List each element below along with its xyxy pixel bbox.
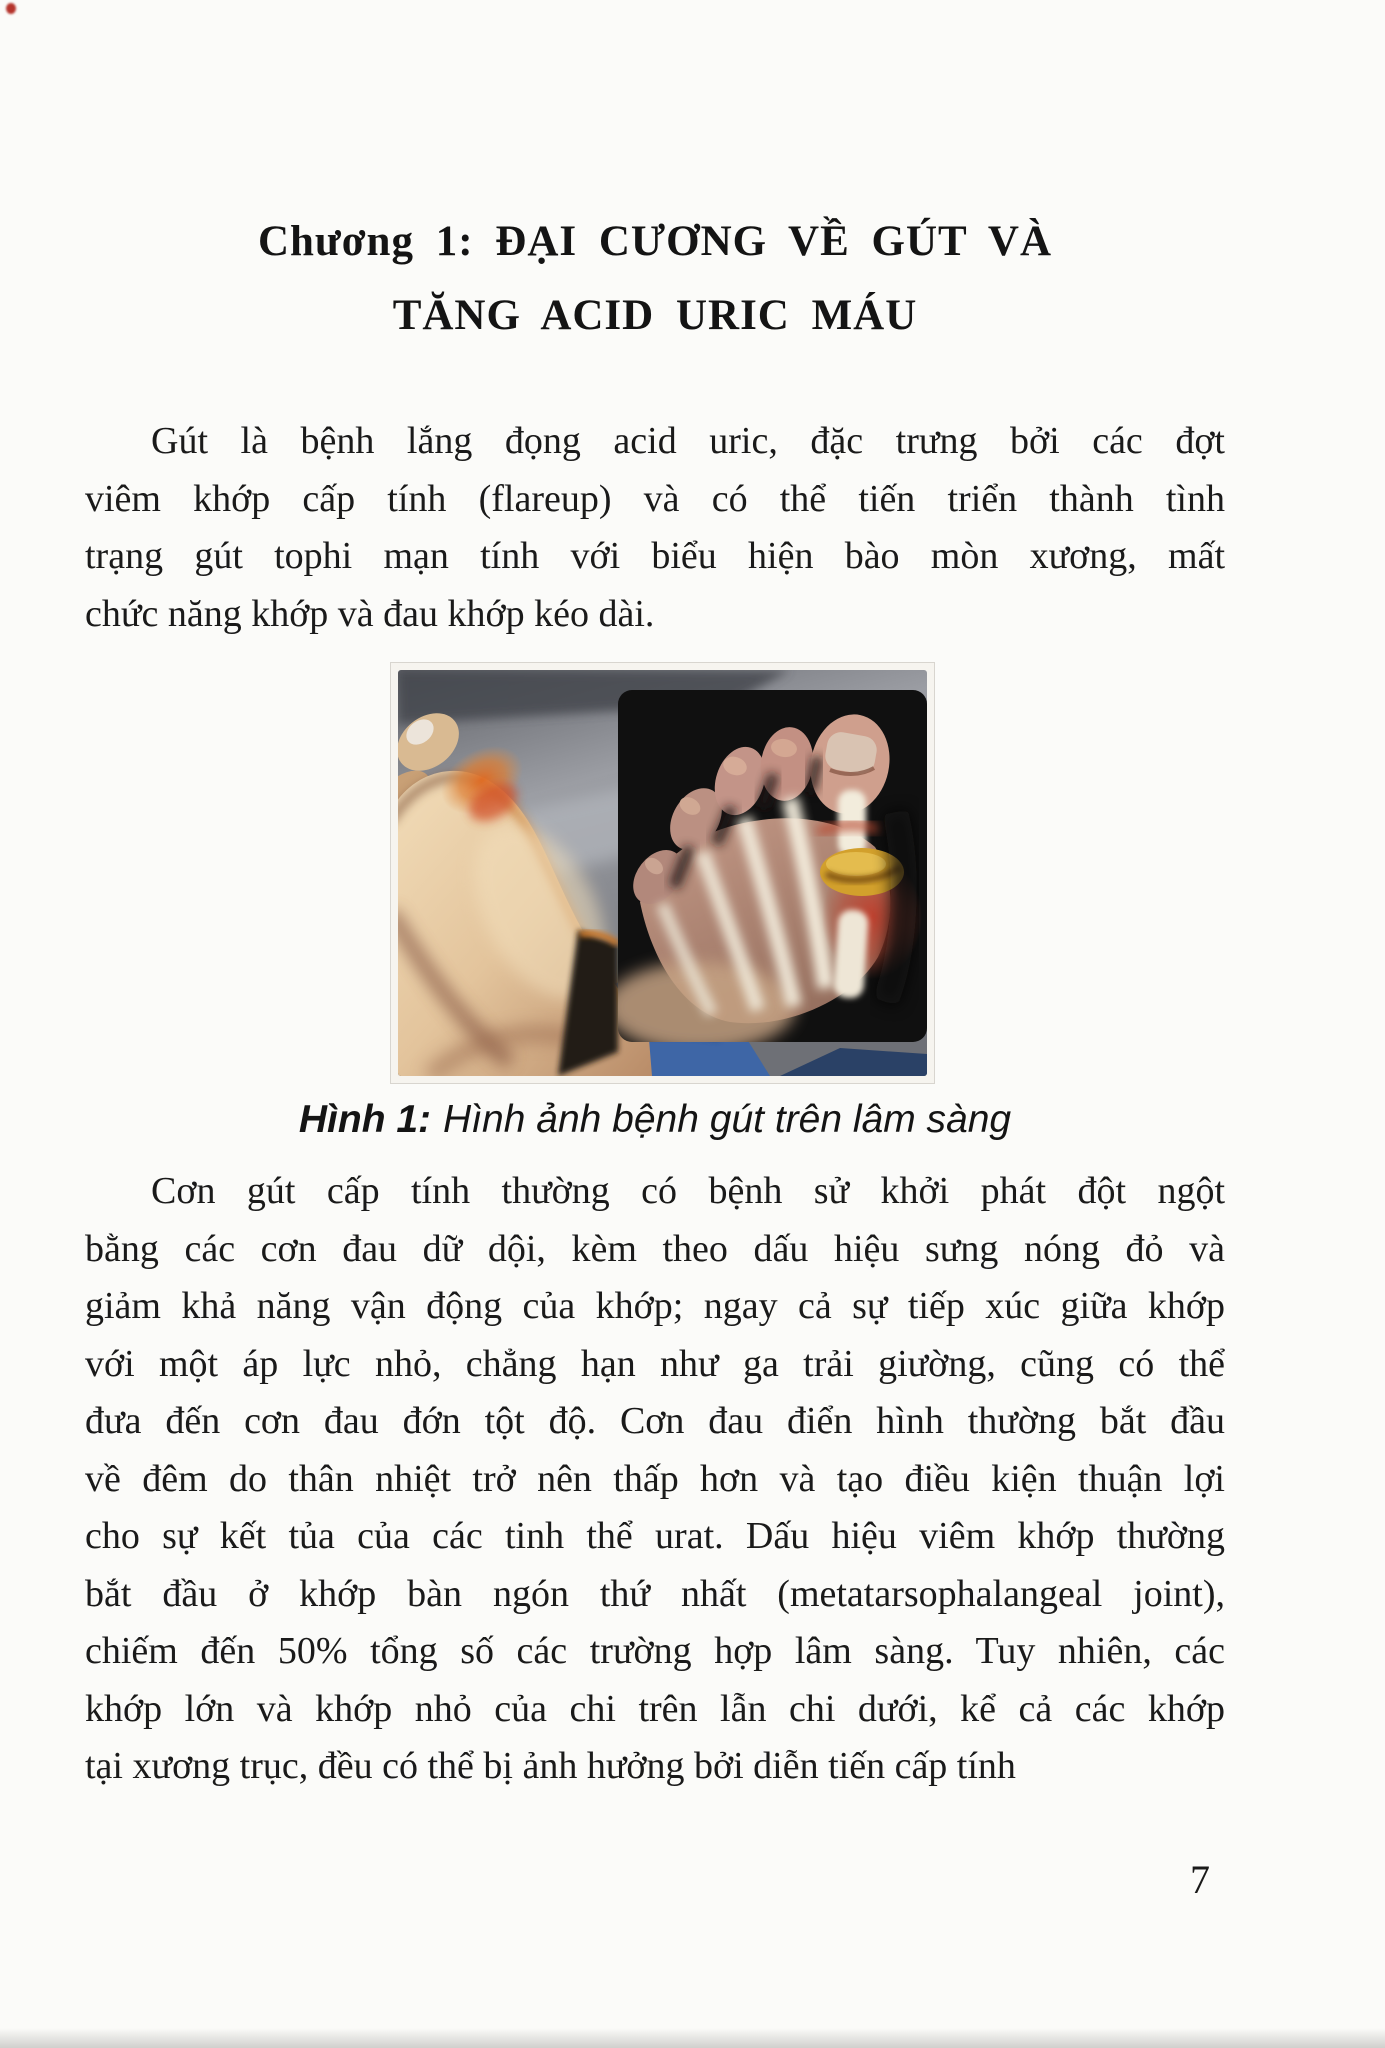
- text-line: bắt đầu ở khớp bàn ngón thứ nhất (metatarsophalangeal joint),: [85, 1572, 1225, 1615]
- paragraph-clinical: [85, 1163, 1225, 1796]
- page-number: 7: [1190, 1857, 1210, 1902]
- text-line: tại xương trục, đều có thể bị ảnh hưởng bởi diễn tiến cấp tính: [85, 1745, 1016, 1787]
- scan-bottom-shadow: [0, 2028, 1385, 2048]
- chapter-title: [85, 205, 1225, 353]
- chapter-title-line1: Chương 1: ĐẠI CƯƠNG VỀ GÚT VÀ: [257, 218, 1053, 265]
- text-line: trạng gút tophi mạn tính với biểu hiện bào mòn xương, mất: [85, 535, 1225, 577]
- text-line: Cơn gút cấp tính thường có bệnh sử khởi phát đột ngột: [151, 1170, 1225, 1212]
- text-line: bằng các cơn đau dữ dội, kèm theo dấu hiệu sưng nóng đỏ và: [85, 1227, 1225, 1270]
- text-line: về đêm do thân nhiệt trở nên thấp hơn và tạo điều kiện thuận lợi: [85, 1457, 1225, 1500]
- text-line: chiếm đến 50% tổng số các trường hợp lâm sàng. Tuy nhiên, các: [85, 1630, 1225, 1672]
- text-line: với một áp lực nhỏ, chẳng hạn như ga trải giường, cũng có thể: [85, 1342, 1225, 1385]
- gout-foot-photo: [390, 662, 935, 1084]
- figure-caption-text: Hình ảnh bệnh gút trên lâm sàng: [443, 1098, 1012, 1141]
- text-line: cho sự kết tủa của các tinh thể urat. Dấu hiệu viêm khớp thường: [85, 1515, 1225, 1557]
- figure-caption: [85, 1092, 1225, 1148]
- figure-1: [390, 662, 935, 1084]
- scan-artifact-dot: [6, 3, 16, 14]
- text-line: đưa đến cơn đau đớn tột độ. Cơn đau điển hình thường bắt đầu: [85, 1400, 1225, 1442]
- text-line: khớp lớn và khớp nhỏ của chi trên lẫn chi dưới, kể cả các khớp: [85, 1687, 1225, 1730]
- chapter-title-line2: TĂNG ACID URIC MÁU: [392, 292, 918, 339]
- text-line: viêm khớp cấp tính (flareup) và có thể tiến triển thành tình: [85, 477, 1225, 520]
- text-line: chức năng khớp và đau khớp kéo dài.: [85, 592, 655, 635]
- text-line: giảm khả năng vận động của khớp; ngay cả sự tiếp xúc giữa khớp: [85, 1285, 1225, 1327]
- paragraph-intro: [85, 413, 1225, 643]
- text-line: Gút là bệnh lắng đọng acid uric, đặc trưng bởi các đợt: [151, 420, 1225, 462]
- figure-caption-label: Hình 1:: [298, 1098, 432, 1141]
